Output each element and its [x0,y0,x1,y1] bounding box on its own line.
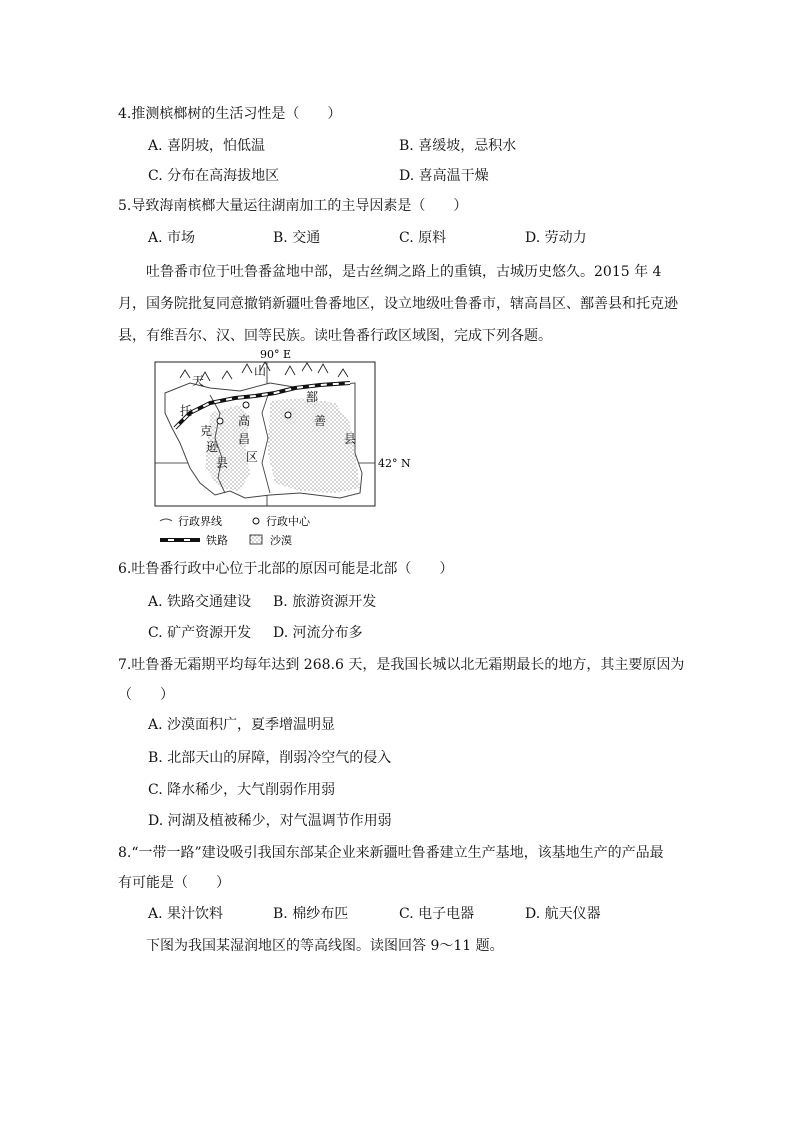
q7-stem-cont: （ ） [118,687,174,703]
label-xian2: 县 [344,432,357,446]
q5-option-d: D. 劳动力 [525,230,587,246]
q5-option-a: A. 市场 [148,230,196,246]
legend-railway: 铁路 [206,534,228,547]
admin-center-gaochang [243,402,249,408]
q8-stem-cont: 有可能是（ ） [118,875,230,891]
q4-option-b: B. 喜缓坡，忌积水 [399,138,517,154]
label-shan3: 善 [314,414,327,428]
legend-desert-symbol [250,535,262,544]
lon-label: 90° E [260,348,292,361]
label-xun: 逊 [206,440,219,454]
label-ke: 克 [200,424,213,438]
label-xian1: 县 [216,456,229,470]
q6-stem: 6.吐鲁番行政中心位于北部的原因可能是北部（ ） [118,561,454,577]
intro-paragraph-contour: 下图为我国某湿润地区的等高线图。读图回答 9～11 题。 [146,938,504,954]
legend-boundary: 行政界线 [178,515,222,528]
turpan-admin-map [150,343,430,553]
q5-option-b: B. 交通 [273,230,321,246]
q6-option-b: B. 旅游资源开发 [273,594,377,610]
q7-stem: 7.吐鲁番无霜期平均每年达到 268.6 天，是我国长城以北无霜期最长的地方，其主要原因为 [118,657,685,673]
q6-option-a: A. 铁路交通建设 [148,594,252,610]
q8-option-a: A. 果汁饮料 [148,906,224,922]
q7-option-b: B. 北部天山的屏障，削弱冷空气的侵入 [148,750,392,766]
label-tuo: 托 [180,404,193,418]
intro-paragraph-turpan: 吐鲁番市位于吐鲁番盆地中部，是古丝绸之路上的重镇，古城历史悠久。2015 年 4 月，国务院批复同意撤销新疆吐鲁番地区，设立地级吐鲁番市，辖高昌区、鄯善县和托克逊县，有维吾尔、汉、回等民族。读吐鲁番行政区域图，完成下列各题。 [118,264,678,344]
q6-option-d: D. 河流分布多 [273,625,363,641]
q5-option-c: C. 原料 [399,230,447,246]
admin-center-toksun [217,418,223,424]
q6-option-c: C. 矿产资源开发 [148,625,252,641]
q4-option-d: D. 喜高温干燥 [399,168,489,184]
q7-option-c: C. 降水稀少，大气削弱作用弱 [148,782,336,798]
legend-center-symbol [253,518,259,524]
q7-option-d: D. 河湖及植被稀少，对气温调节作用弱 [148,813,392,829]
q8-option-d: D. 航天仪器 [525,906,601,922]
admin-center-shanshan [285,412,291,418]
legend-desert: 沙漠 [270,534,292,547]
label-chang: 昌 [238,432,251,446]
q8-option-c: C. 电子电器 [399,906,475,922]
q4-option-a: A. 喜阴坡，怕低温 [148,138,266,154]
lat-label: 42° N [378,457,411,470]
q7-option-a: A. 沙漠面积广，夏季增温明显 [148,717,336,733]
label-gao: 高 [238,414,251,428]
legend-center: 行政中心 [266,515,310,528]
q8-stem: 8.“一带一路”建设吸引我国东部某企业来新疆吐鲁番建立生产基地，该基地生产的产品最 [118,845,664,861]
q5-stem: 5.导致海南槟榔大量运往湖南加工的主导因素是（ ） [118,198,468,214]
q4-option-c: C. 分布在高海拔地区 [148,168,280,184]
q4-stem: 4.推测槟榔树的生活习性是（ ） [118,106,342,122]
legend-railway-symbol [160,538,200,542]
label-shan2: 鄯 [306,390,319,404]
label-qu: 区 [246,450,259,464]
q8-option-b: B. 棉纱布匹 [273,906,349,922]
label-tian: 天 [192,374,205,388]
label-shan: 山 [254,364,267,378]
legend-boundary-symbol [160,519,172,521]
